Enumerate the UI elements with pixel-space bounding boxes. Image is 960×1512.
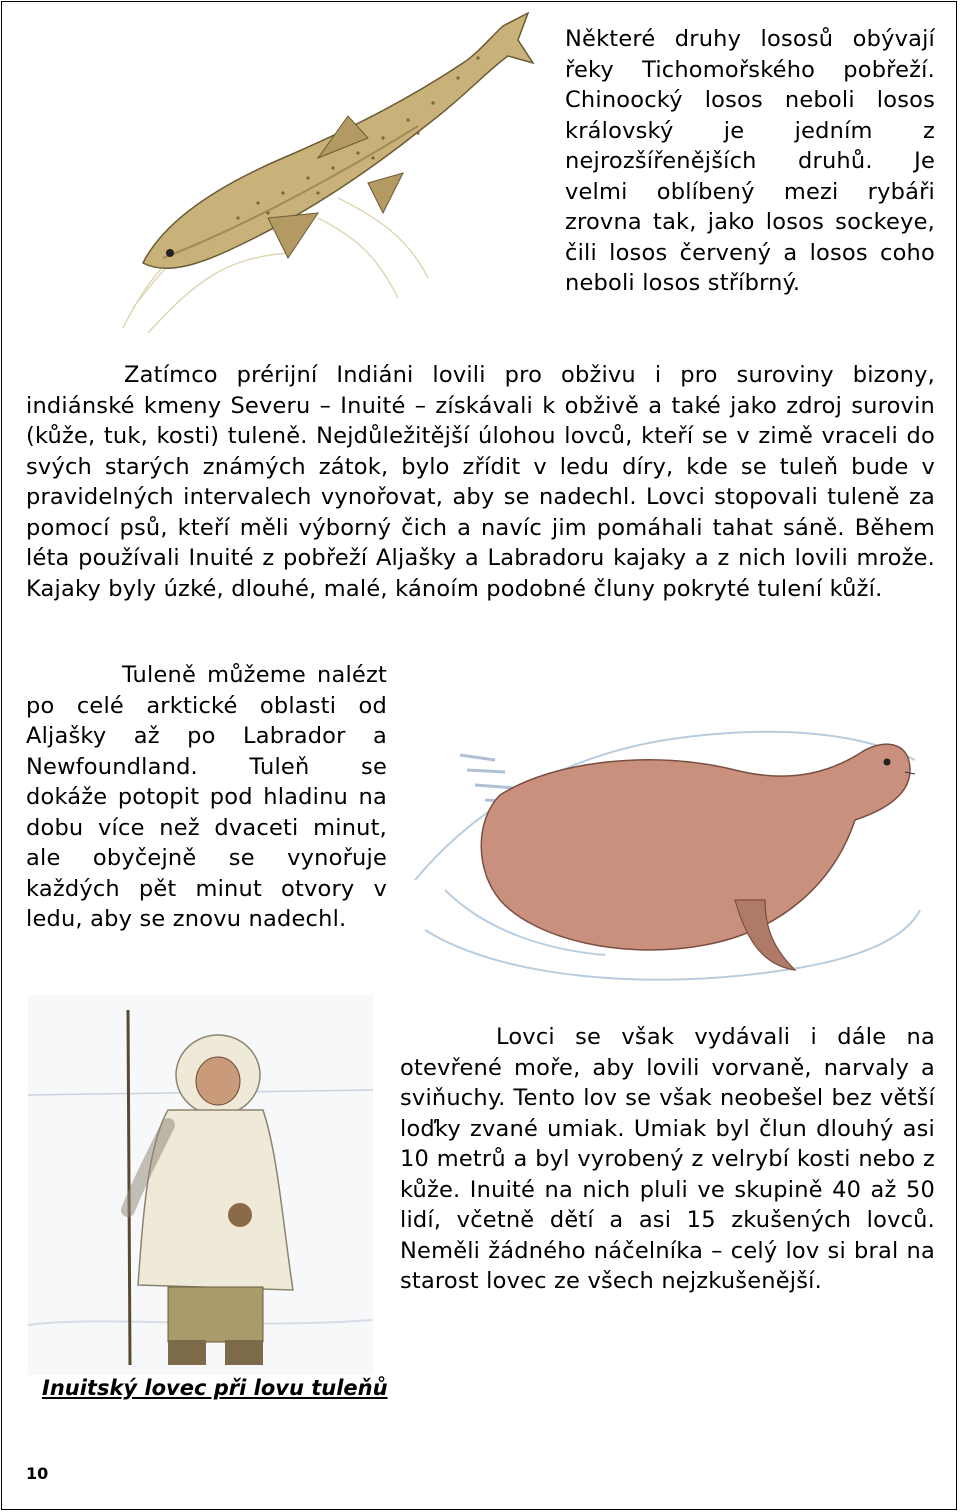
seal-illustration xyxy=(405,700,925,990)
inuit-hunting-paragraph: Zatímco prérijní Indiáni lovili pro obživu i pro suroviny bizony, indiánské kmeny Severu – Inuité – získávali k obživě a také jako zdroj surovin (kůže, tuk, kosti) tuleně. Nejdůležitější úlohou lovců, kteří se v zimě vraceli do svých starých známých zátok, bylo zřídit v ledu díry, kde se tuleň bude v pravidelných intervalech vynořovat, aby se nadechl. Lovci stopovali tuleně za pomocí psů, kteří měli výborný čich a navíc jim pomáhali tahat sáně. Během léta používali Inuité z pobřeží Aljašky a Labradoru kajaky a z nich lovili mrože. Kajaky byly úzké, dlouhé, malé, kánoím podobné čluny pokryté tulení kůží. xyxy=(26,362,935,602)
salmon-illustration xyxy=(118,8,538,338)
trousers xyxy=(168,1287,263,1342)
seal-paragraph: Tuleně můžeme nalézt po celé arktické oblasti od Aljašky až po Labrador a Newfoundland. Tuleň se dokáže potopit pod hladinu na dobu více než dvaceti minut, ale obyčejně se vynořuje každých pět minut otvory v ledu, aby se znovu nadechl. xyxy=(26,662,387,932)
umiak-paragraph: Lovci se však vydávali i dále na otevřené moře, aby lovili vorvaně, narvaly a sviňuchy. Tento lov se však neobešel bez větší loďky zvané umiak. Umiak byl člun dlouhý asi 10 metrů a byl vyrobený z velrybí kosti nebo z kůže. Inuité na nich pluli ve skupině 40 až 50 lidí, včetně dětí a asi 15 zkušených lovců. Neměli žádného náčelníka – celý lov si bral na starost lovec ze všech nejzkušenější. xyxy=(400,1024,935,1294)
inuit-hunter-illustration xyxy=(28,995,373,1375)
hunter-caption: Inuitský lovec při lovu tuleňů xyxy=(42,1376,388,1400)
seal-eye xyxy=(884,759,891,766)
harpoon xyxy=(128,1010,130,1365)
salmon-eye xyxy=(166,249,174,257)
salmon-paragraph: Některé druhy lososů obývají řeky Tichomořského pobřeží. Chinoocký losos neboli losos královský je jedním z nejrozšířenějších druhů. Je velmi oblíbený mezi rybáři zrovna tak, jako losos sockeye, čili losos červený a losos coho neboli losos stříbrný. xyxy=(565,26,935,296)
seal-body xyxy=(481,744,910,950)
page-number: 10 xyxy=(26,1464,49,1483)
